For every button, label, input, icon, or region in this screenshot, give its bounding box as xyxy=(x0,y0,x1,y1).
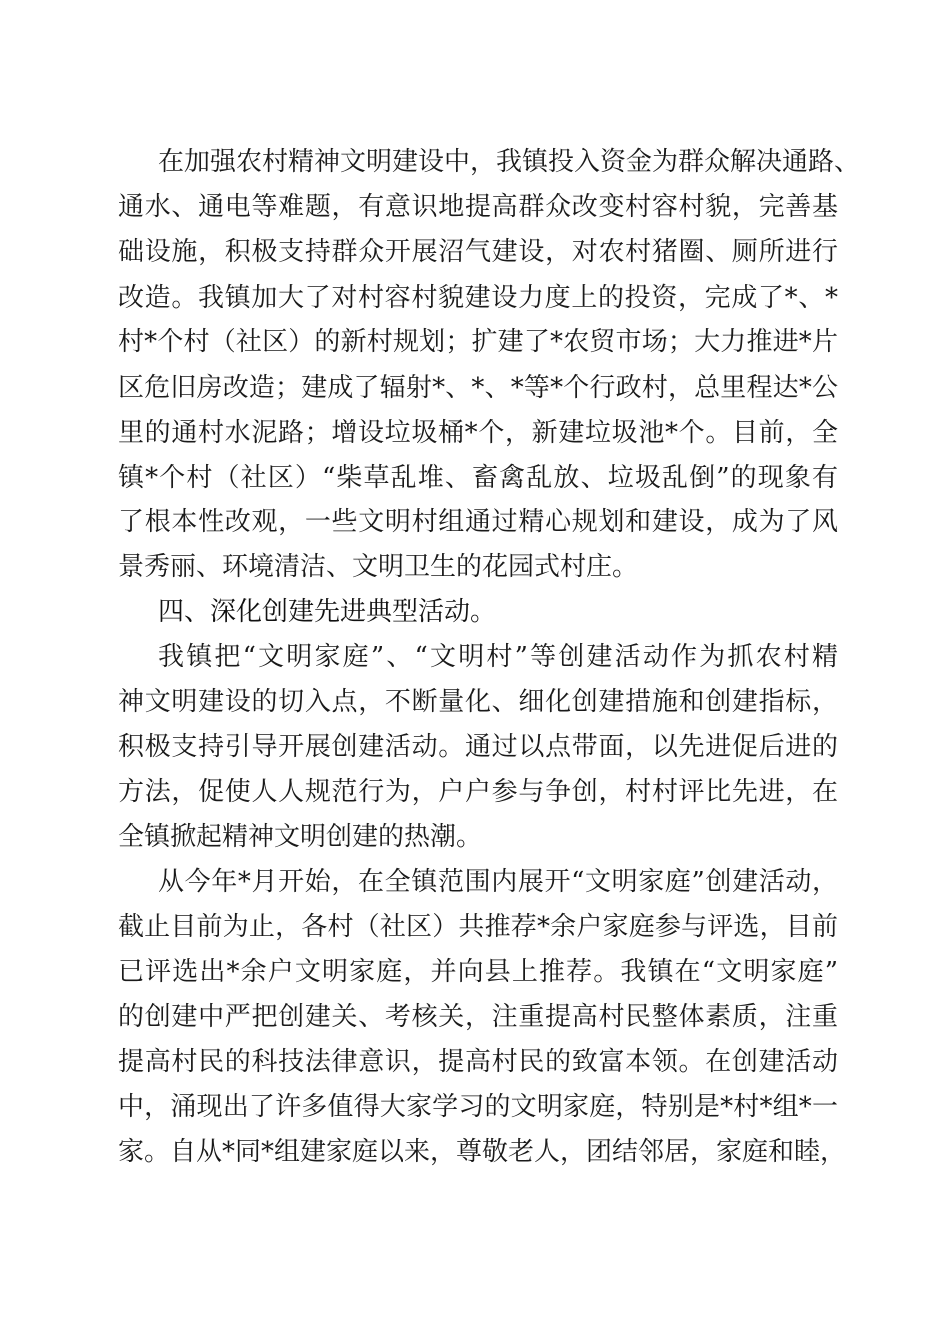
paragraph-1-line-8: 镇*个村（社区）“柴草乱堆、畜禽乱放、垃圾乱倒”的现象有 xyxy=(118,463,838,493)
paragraph-1-line-1: 在加强农村精神文明建设中，我镇投入资金为群众解决通路、 xyxy=(158,147,861,177)
paragraph-1-line-4: 改造。我镇加大了对村容村貌建设力度上的投资，完成了*、* xyxy=(118,283,838,313)
paragraph-1-line-10: 景秀丽、环境清洁、文明卫生的花园式村庄。 xyxy=(118,552,639,582)
paragraph-2-line-3: 积极支持引导开展创建活动。通过以点带面，以先进促后进的 xyxy=(118,732,838,762)
paragraph-3-line-3: 已评选出*余户文明家庭，并向县上推荐。我镇在“文明家庭” xyxy=(118,957,838,987)
paragraph-3-line-2: 截止目前为止，各村（社区）共推荐*余户家庭参与评选，目前 xyxy=(118,912,838,942)
paragraph-1-line-2: 通水、通电等难题，有意识地提高群众改变村容村貌，完善基 xyxy=(118,192,838,222)
paragraph-3-line-1: 从今年*月开始，在全镇范围内展开“文明家庭”创建活动， xyxy=(158,867,838,897)
paragraph-3-line-4: 的创建中严把创建关、考核关，注重提高村民整体素质，注重 xyxy=(118,1002,838,1032)
paragraph-1-line-7: 里的通村水泥路；增设垃圾桶*个，新建垃圾池*个。目前，全 xyxy=(118,418,838,448)
paragraph-1-line-9: 了根本性改观，一些文明村组通过精心规划和建设，成为了风 xyxy=(118,507,838,537)
paragraph-2-line-4: 方法，促使人人规范行为，户户参与争创，村村评比先进，在 xyxy=(118,777,838,807)
paragraph-3-line-6: 中，涌现出了许多值得大家学习的文明家庭，特别是*村*组*一 xyxy=(118,1092,838,1122)
paragraph-3-line-7: 家。自从*同*组建家庭以来，尊敬老人，团结邻居，家庭和睦， xyxy=(118,1137,847,1167)
paragraph-2-line-5: 全镇掀起精神文明创建的热潮。 xyxy=(118,822,483,852)
paragraph-2-line-1: 我镇把“文明家庭”、“文明村”等创建活动作为抓农村精 xyxy=(158,642,838,672)
paragraph-1-line-5: 村*个村（社区）的新村规划；扩建了*农贸市场；大力推进*片 xyxy=(118,327,838,357)
section-heading: 四、深化创建先进典型活动。 xyxy=(158,597,497,627)
paragraph-1-line-3: 础设施，积极支持群众开展沼气建设，对农村猪圈、厕所进行 xyxy=(118,237,838,267)
paragraph-2-line-2: 神文明建设的切入点，不断量化、细化创建措施和创建指标， xyxy=(118,687,838,717)
paragraph-3-line-5: 提高村民的科技法律意识，提高村民的致富本领。在创建活动 xyxy=(118,1047,838,1077)
paragraph-1-line-6: 区危旧房改造；建成了辐射*、*、*等*个行政村，总里程达*公 xyxy=(118,373,838,403)
